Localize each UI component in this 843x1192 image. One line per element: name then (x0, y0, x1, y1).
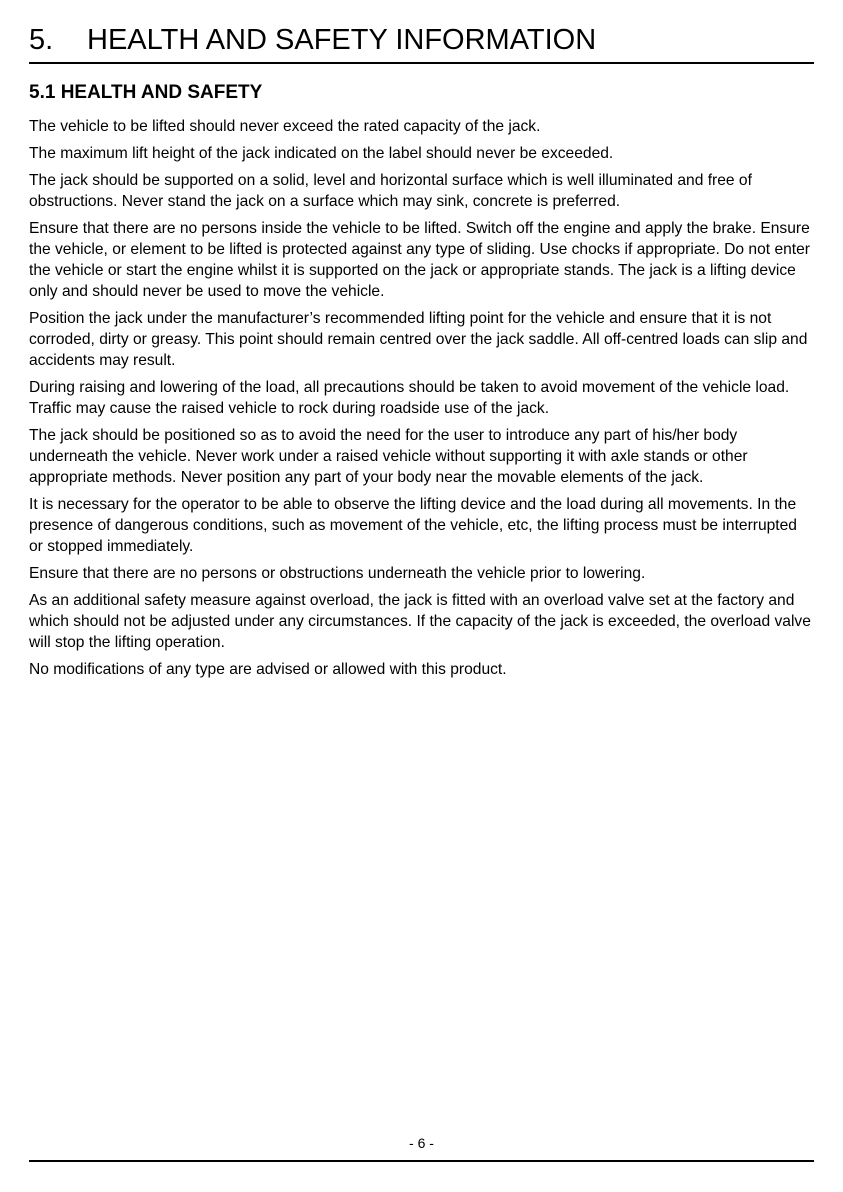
section-number: 5. (29, 24, 54, 56)
paragraph-prior-to-lowering: Ensure that there are no persons or obstructions underneath the vehicle prior to lowering. (29, 565, 646, 582)
body-text (29, 116, 815, 686)
paragraph-overload-valve: As an additional safety measure against overload, the jack is fitted with an overload valve set at the factory and which should not be adjusted under any circumstances. If the capacity of the jack is exceeded, the overload valve will stop the lifting operation. (29, 592, 811, 651)
section-title (29, 22, 596, 58)
paragraph-jack-positioning: The jack should be positioned so as to avoid the need for the user to introduce any part of his/her body underneath the vehicle. Never work under a raised vehicle without supporting it with axle stands or other appropriate methods. Never position any part of your body near the movable elements of the jack. (29, 427, 748, 486)
section-title-text: HEALTH AND SAFETY INFORMATION (87, 24, 597, 56)
paragraph-support-surface: The jack should be supported on a solid, level and horizontal surface which is well illuminated and free of obstructions. Never stand the jack on a surface which may sink, concrete is preferred. (29, 172, 752, 210)
page-number: - 6 - (409, 1135, 434, 1151)
paragraph-operator-observation: It is necessary for the operator to be able to observe the lifting device and the load during all movements. In the presence of dangerous conditions, such as movement of the vehicle, etc, the lifting process must be interrupted or stopped immediately. (29, 496, 797, 555)
subsection-title: 5.1 HEALTH AND SAFETY (29, 82, 263, 103)
paragraph-no-persons-inside: Ensure that there are no persons inside the vehicle to be lifted. Switch off the engine and apply the brake. Ensure the vehicle, or element to be lifted is protected against any type of sliding. Use chocks if appropriate. Do not enter the vehicle or start the engine whilst it is supported on the jack or appropriate stands. The jack is a lifting device only and should never be used to move the vehicle. (29, 220, 810, 300)
header-divider (29, 62, 814, 64)
paragraph-no-modifications: No modifications of any type are advised or allowed with this product. (29, 661, 507, 678)
paragraph-max-lift-height: The maximum lift height of the jack indicated on the label should never be exceeded. (29, 145, 614, 162)
paragraph-rated-capacity: The vehicle to be lifted should never exceed the rated capacity of the jack. (29, 118, 541, 135)
footer-divider (29, 1160, 814, 1162)
paragraph-raising-lowering: During raising and lowering of the load, all precautions should be taken to avoid movement of the vehicle load. Traffic may cause the raised vehicle to rock during roadside use of the jack. (29, 379, 790, 417)
paragraph-lifting-point: Position the jack under the manufacturer’s recommended lifting point for the vehicle and ensure that it is not corroded, dirty or greasy. This point should remain centred over the jack saddle. All off-centred loads can slip and accidents may result. (29, 310, 808, 369)
